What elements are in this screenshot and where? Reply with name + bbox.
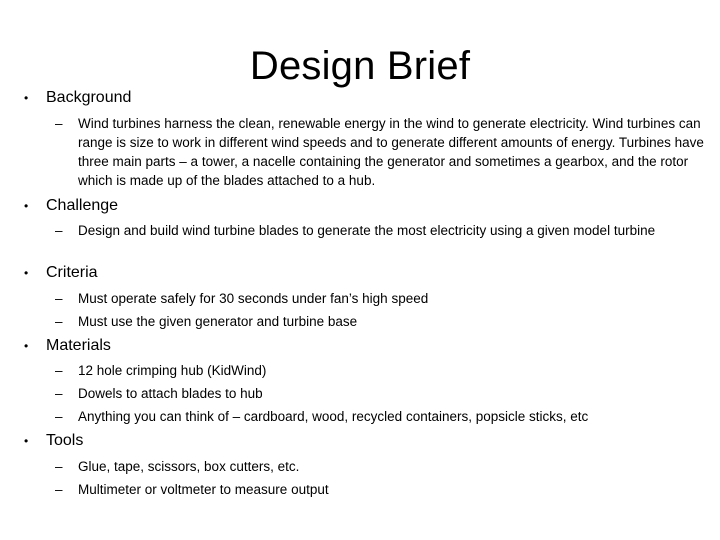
list-item-text: Design and build wind turbine blades to generate the most electricity using a given model turbine bbox=[78, 223, 656, 238]
list-item-text: Wind turbines harness the clean, renewable energy in the wind to generate electricity. Wind turbines can range is size to work in different wind speeds and to generate different amounts of energy. Turbines have three main parts – a tower, a nacelle containing the generator and sometimes a gearbox, and the rotor which is made up of the blades attached to a hub. bbox=[78, 116, 704, 188]
section-heading: Tools bbox=[46, 432, 84, 449]
bullet-icon: • bbox=[24, 339, 29, 353]
section-challenge-items bbox=[55, 221, 705, 244]
list-item bbox=[55, 289, 705, 308]
list-item bbox=[55, 480, 705, 499]
bullet-icon: • bbox=[24, 199, 29, 213]
section-materials-items bbox=[55, 361, 705, 430]
list-item-text: Dowels to attach blades to hub bbox=[78, 386, 263, 401]
bullet-icon: • bbox=[24, 266, 29, 280]
dash-icon: – bbox=[55, 363, 63, 378]
list-item bbox=[55, 407, 705, 426]
list-item-text: Anything you can think of – cardboard, wood, recycled containers, popsicle sticks, etc bbox=[78, 409, 589, 424]
section-heading: Background bbox=[46, 89, 132, 106]
dash-icon: – bbox=[55, 223, 63, 238]
list-item-text: Multimeter or voltmeter to measure output bbox=[78, 482, 329, 497]
section-background-items bbox=[55, 114, 705, 194]
list-item bbox=[55, 114, 705, 190]
list-item bbox=[55, 384, 705, 403]
slide-title: Design Brief bbox=[249, 44, 471, 88]
list-item-text: 12 hole crimping hub (KidWind) bbox=[78, 363, 267, 378]
list-item-text: Glue, tape, scissors, box cutters, etc. bbox=[78, 459, 300, 474]
bullet-icon: • bbox=[24, 91, 29, 105]
list-item bbox=[55, 361, 705, 380]
section-criteria-items bbox=[55, 289, 705, 335]
bullet-icon: • bbox=[24, 434, 29, 448]
dash-icon: – bbox=[55, 116, 63, 131]
section-heading: Materials bbox=[46, 337, 111, 354]
section-heading: Criteria bbox=[46, 264, 98, 281]
dash-icon: – bbox=[55, 482, 63, 497]
list-item-text: Must use the given generator and turbine base bbox=[78, 314, 358, 329]
list-item bbox=[55, 221, 705, 240]
dash-icon: – bbox=[55, 291, 63, 306]
list-item-text: Must operate safely for 30 seconds under fan’s high speed bbox=[78, 291, 429, 306]
list-item bbox=[55, 312, 705, 331]
dash-icon: – bbox=[55, 409, 63, 424]
dash-icon: – bbox=[55, 314, 63, 329]
list-item bbox=[55, 457, 705, 476]
dash-icon: – bbox=[55, 459, 63, 474]
section-tools-items bbox=[55, 457, 705, 503]
dash-icon: – bbox=[55, 386, 63, 401]
section-heading: Challenge bbox=[46, 197, 119, 214]
